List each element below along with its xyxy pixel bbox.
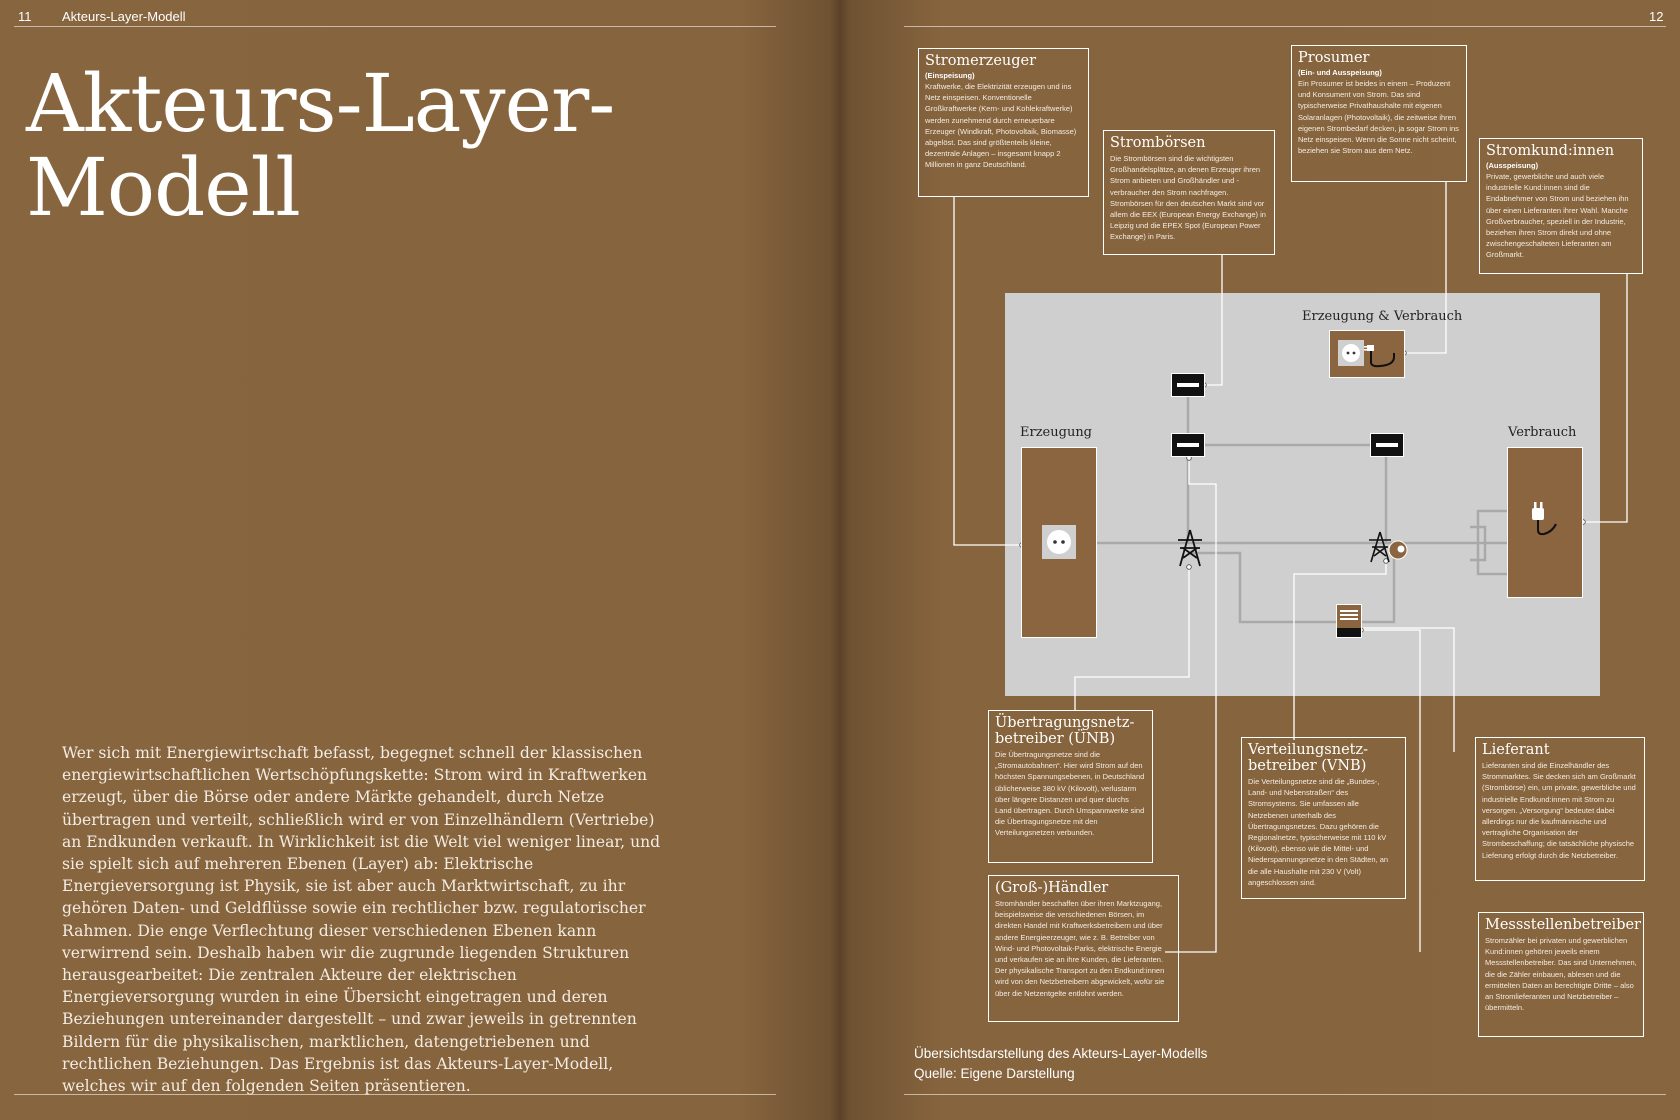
erzeugung-node <box>1021 447 1097 638</box>
exchange-market-icon <box>1171 373 1205 397</box>
page-title-line1: Akteurs-Layer- <box>26 57 615 150</box>
figure-caption-title: Übersichtsdarstellung des Akteurs-Layer-Modells <box>914 1046 1208 1061</box>
label-erzeugung-verbrauch: Erzeugung & Verbrauch <box>1302 309 1463 324</box>
actor-stromerzeuger-subtitle: (Einspeisung) <box>925 71 975 80</box>
actor-haendler <box>988 875 1179 1022</box>
actor-vnb-text: Die Verteilungsnetze sind die „Bundes-, Land- und Nebenstraßen“ des Stromsystems. Sie umfassen alle Netzebenen unterhalb des Übertragungsnetzes. Dazu gehören die Regionalnetze, typischerweise mit 110 kV (Kilovolt), ebenso wie die Mittel- und Niederspannungsnetze in den Städten, an die alle Haushalte mit 230 V (Volt) angeschlossen sind. <box>1248 777 1389 887</box>
network-meter-loop <box>1188 553 1394 622</box>
prosumer-node <box>1329 330 1405 378</box>
figure-caption <box>914 1044 1207 1084</box>
actor-prosumer <box>1291 45 1467 182</box>
actor-vnb <box>1241 737 1406 899</box>
distribution-transformer-icon <box>1388 540 1408 560</box>
page-title-line2: Modell <box>26 141 300 234</box>
verbrauch-node <box>1507 447 1583 598</box>
leader-stromboersen <box>1204 255 1222 385</box>
actor-stromkunden-subtitle: (Ausspeisung) <box>1486 161 1539 170</box>
actor-stromkunden-text: Private, gewerbliche und auch viele industrielle Kund:innen sind die Endabnehmer von Strom und beziehen ihn über einen Lieferanten ihrer Wahl. Manche Großverbraucher, speziell in der Industrie, beziehen ihren Strom direkt und ohne zwischengeschalteten Lieferanten am Großmarkt. <box>1486 172 1629 260</box>
left-page-number: 11 <box>18 9 32 24</box>
intro-text: Wer sich mit Energiewirtschaft befasst, begegnet schnell der klassischen energiewirtschaftlichen Wertschöpfungskette: Strom wird in Kraftwerken erzeugt, über die Börse oder andere Märkte gehandelt, durch Netze übertragen und verteilt, schließlich wird er von Einzelhändlern (Vertriebe) an Endkunden verkauft. In Wirklichkeit ist die Welt viel weniger linear, und sie spielt sich auf mehreren Ebenen (Layer) ab: Elektrische Energieversorgung ist Physik, sie ist aber auch Marktwirtschaft, zu ihr gehören Daten- und Geldflüsse sowie ein rechtlicher bzw. regulatorischer Rahmen. Die enge Verflechtung dieser verschiedenen Ebenen kann verwirrend sein. Deshalb haben wir die zugrunde liegenden Strukturen herausgearbeitet: Die zentralen Akteure der elektrischen Energieversorgung wurden in eine Übersicht eingetragen und deren Beziehungen untereinander dargestellt – und zwar jeweils in getrennten Bildern für die physikalischen, marktlichen, datengetriebenen und rechtlichen Beziehungen. Das Ergebnis ist das Akteurs-Layer-Modell, welches wir auf den folgenden Seiten präsentieren. <box>62 744 661 1096</box>
actor-prosumer-text: Ein Prosumer ist beides in einem – Produzent und Konsument von Strom. Das sind typischerweise Privathaushalte mit eigenen Solaranlagen (Photovoltaik), die zeitweise ihren eigenen Strombedarf decken, ja sogar Strom ins Netz einspeisen. Wenn die Sonne nicht scheint, beziehen sie Strom aus dem Netz. <box>1298 79 1459 156</box>
running-title: Akteurs-Layer-Modell <box>62 9 186 24</box>
actor-uenb-text: Die Übertragungsnetze sind die „Stromautobahnen“. Hier wird Strom auf den höchsten Spannungsebenen, in Deutschland üblicherweise 380 kV (Kilovolt), verlustarm über längere Distanzen und quer durchs Land übertragen. Durch Umspannwerke sind die Übertragungsnetze mit den Verteilungsnetzen verbunden. <box>995 750 1145 838</box>
actor-stromerzeuger-text: Kraftwerke, die Elektrizität erzeugen und ins Netz einspeisen. Konventionelle Großkraftwerke (Kern- und Kohlekraftwerke) werden zunehmend durch erneuerbare Erzeuger (Windkraft, Photovoltaik, Biomasse) abgelöst. Das sind größtenteils kleine, dezentrale Anlagen – insgesamt knapp 2 Millionen in ganz Deutschland. <box>925 82 1077 170</box>
actor-lieferant-title: Lieferant <box>1482 742 1550 758</box>
right-page-number: 12 <box>1649 9 1664 24</box>
actor-messstellenbetreiber-text: Stromzähler bei privaten und gewerblichen Kund:innen gehören jeweils einem Messstellenbetreiber. Das sind Unternehmen, die die Zähler einbauen, ablesen und die ermittelten Daten an berechtigte Dritte – also an Stromlieferanten und Netzbetreiber – übermitteln. <box>1485 936 1637 1013</box>
actor-lieferant <box>1475 737 1645 881</box>
actor-prosumer-subtitle: (Ein- und Ausspeisung) <box>1298 68 1382 77</box>
actor-lieferant-text: Lieferanten sind die Einzelhändler des Strommarktes. Sie decken sich am Großmarkt (Strombörse) ein, um private, gewerbliche und industrielle Endkund:innen mit Strom zu versorgen. „Versorgung“ bedeutet dabei allerdings nur die kaufmännische und vertragliche Organisation der Strombeschaffung; die tatsächliche physische Lieferung erfolgt durch die Netzbetreiber. <box>1482 761 1636 860</box>
supplier-market-icon <box>1370 433 1404 457</box>
prosumer-socket-plug-icon <box>1336 337 1400 371</box>
transmission-pylon-icon <box>1175 528 1205 568</box>
actor-stromkunden <box>1479 138 1643 274</box>
actor-messstellenbetreiber <box>1478 912 1644 1037</box>
leader-stromerzeuger <box>954 196 1022 545</box>
label-verbrauch: Verbrauch <box>1508 425 1577 440</box>
actor-messstellenbetreiber-title: Messstellenbetreiber <box>1485 917 1641 933</box>
actor-stromerzeuger-title: Stromerzeuger <box>925 53 1037 69</box>
leader-stromkunden <box>1583 273 1627 522</box>
actor-uenb-title: Übertragungsnetz-betreiber (ÜNB) <box>995 715 1135 747</box>
trader-market-icon <box>1171 433 1205 457</box>
actor-haendler-text: Stromhändler beschaffen über ihren Marktzugang, beispielsweise die verschiedenen Börsen, im direkten Handel mit Kraftwerksbetreibern und über andere Energieerzeuger, wie z. B. Betreiber von Wind- und Photovoltaik-Parks, elektrische Energie und verkaufen sie an ihre Kunden, die Lieferanten. Der physikalische Transport zu den Endkund:innen wird von den Netzbetreibern abgewickelt, wofür sie über die Netzentgelte entlohnt werden. <box>995 899 1165 998</box>
actor-uenb <box>988 710 1153 863</box>
leader-dots <box>1020 351 1586 633</box>
actor-vnb-title: Verteilungsnetz-betreiber (VNB) <box>1248 742 1369 774</box>
plug-icon <box>1526 500 1566 538</box>
leader-lieferant <box>1348 628 1454 752</box>
actor-stromboersen-text: Die Strombörsen sind die wichtigsten Großhandelsplätze, an denen Erzeuger ihren Strom anbieten und Großhändler und -verbraucher den Strom nachfragen. Strombörsen für den deutschen Markt sind vor allem die EEX (European Energy Exchange) in Leipzig und die EPEX Spot (European Power Exchange) in Paris. <box>1110 154 1266 242</box>
meter-icon <box>1336 604 1362 638</box>
leader-prosumer <box>1404 181 1446 353</box>
actor-stromboersen <box>1103 130 1275 255</box>
network-lines <box>1082 397 1508 622</box>
generation-socket-icon <box>1042 525 1076 559</box>
actor-stromerzeuger <box>918 48 1089 197</box>
network-branch-bottom <box>1478 543 1508 574</box>
figure-caption-source: Quelle: Eigene Darstellung <box>914 1066 1075 1081</box>
leader-vnb <box>1294 561 1386 740</box>
actor-stromboersen-title: Strombörsen <box>1110 135 1206 151</box>
actor-prosumer-title: Prosumer <box>1298 50 1370 66</box>
actor-haendler-title: (Groß-)Händler <box>995 880 1109 896</box>
label-erzeugung: Erzeugung <box>1020 425 1093 440</box>
actor-stromkunden-title: Stromkund:innen <box>1486 143 1615 159</box>
